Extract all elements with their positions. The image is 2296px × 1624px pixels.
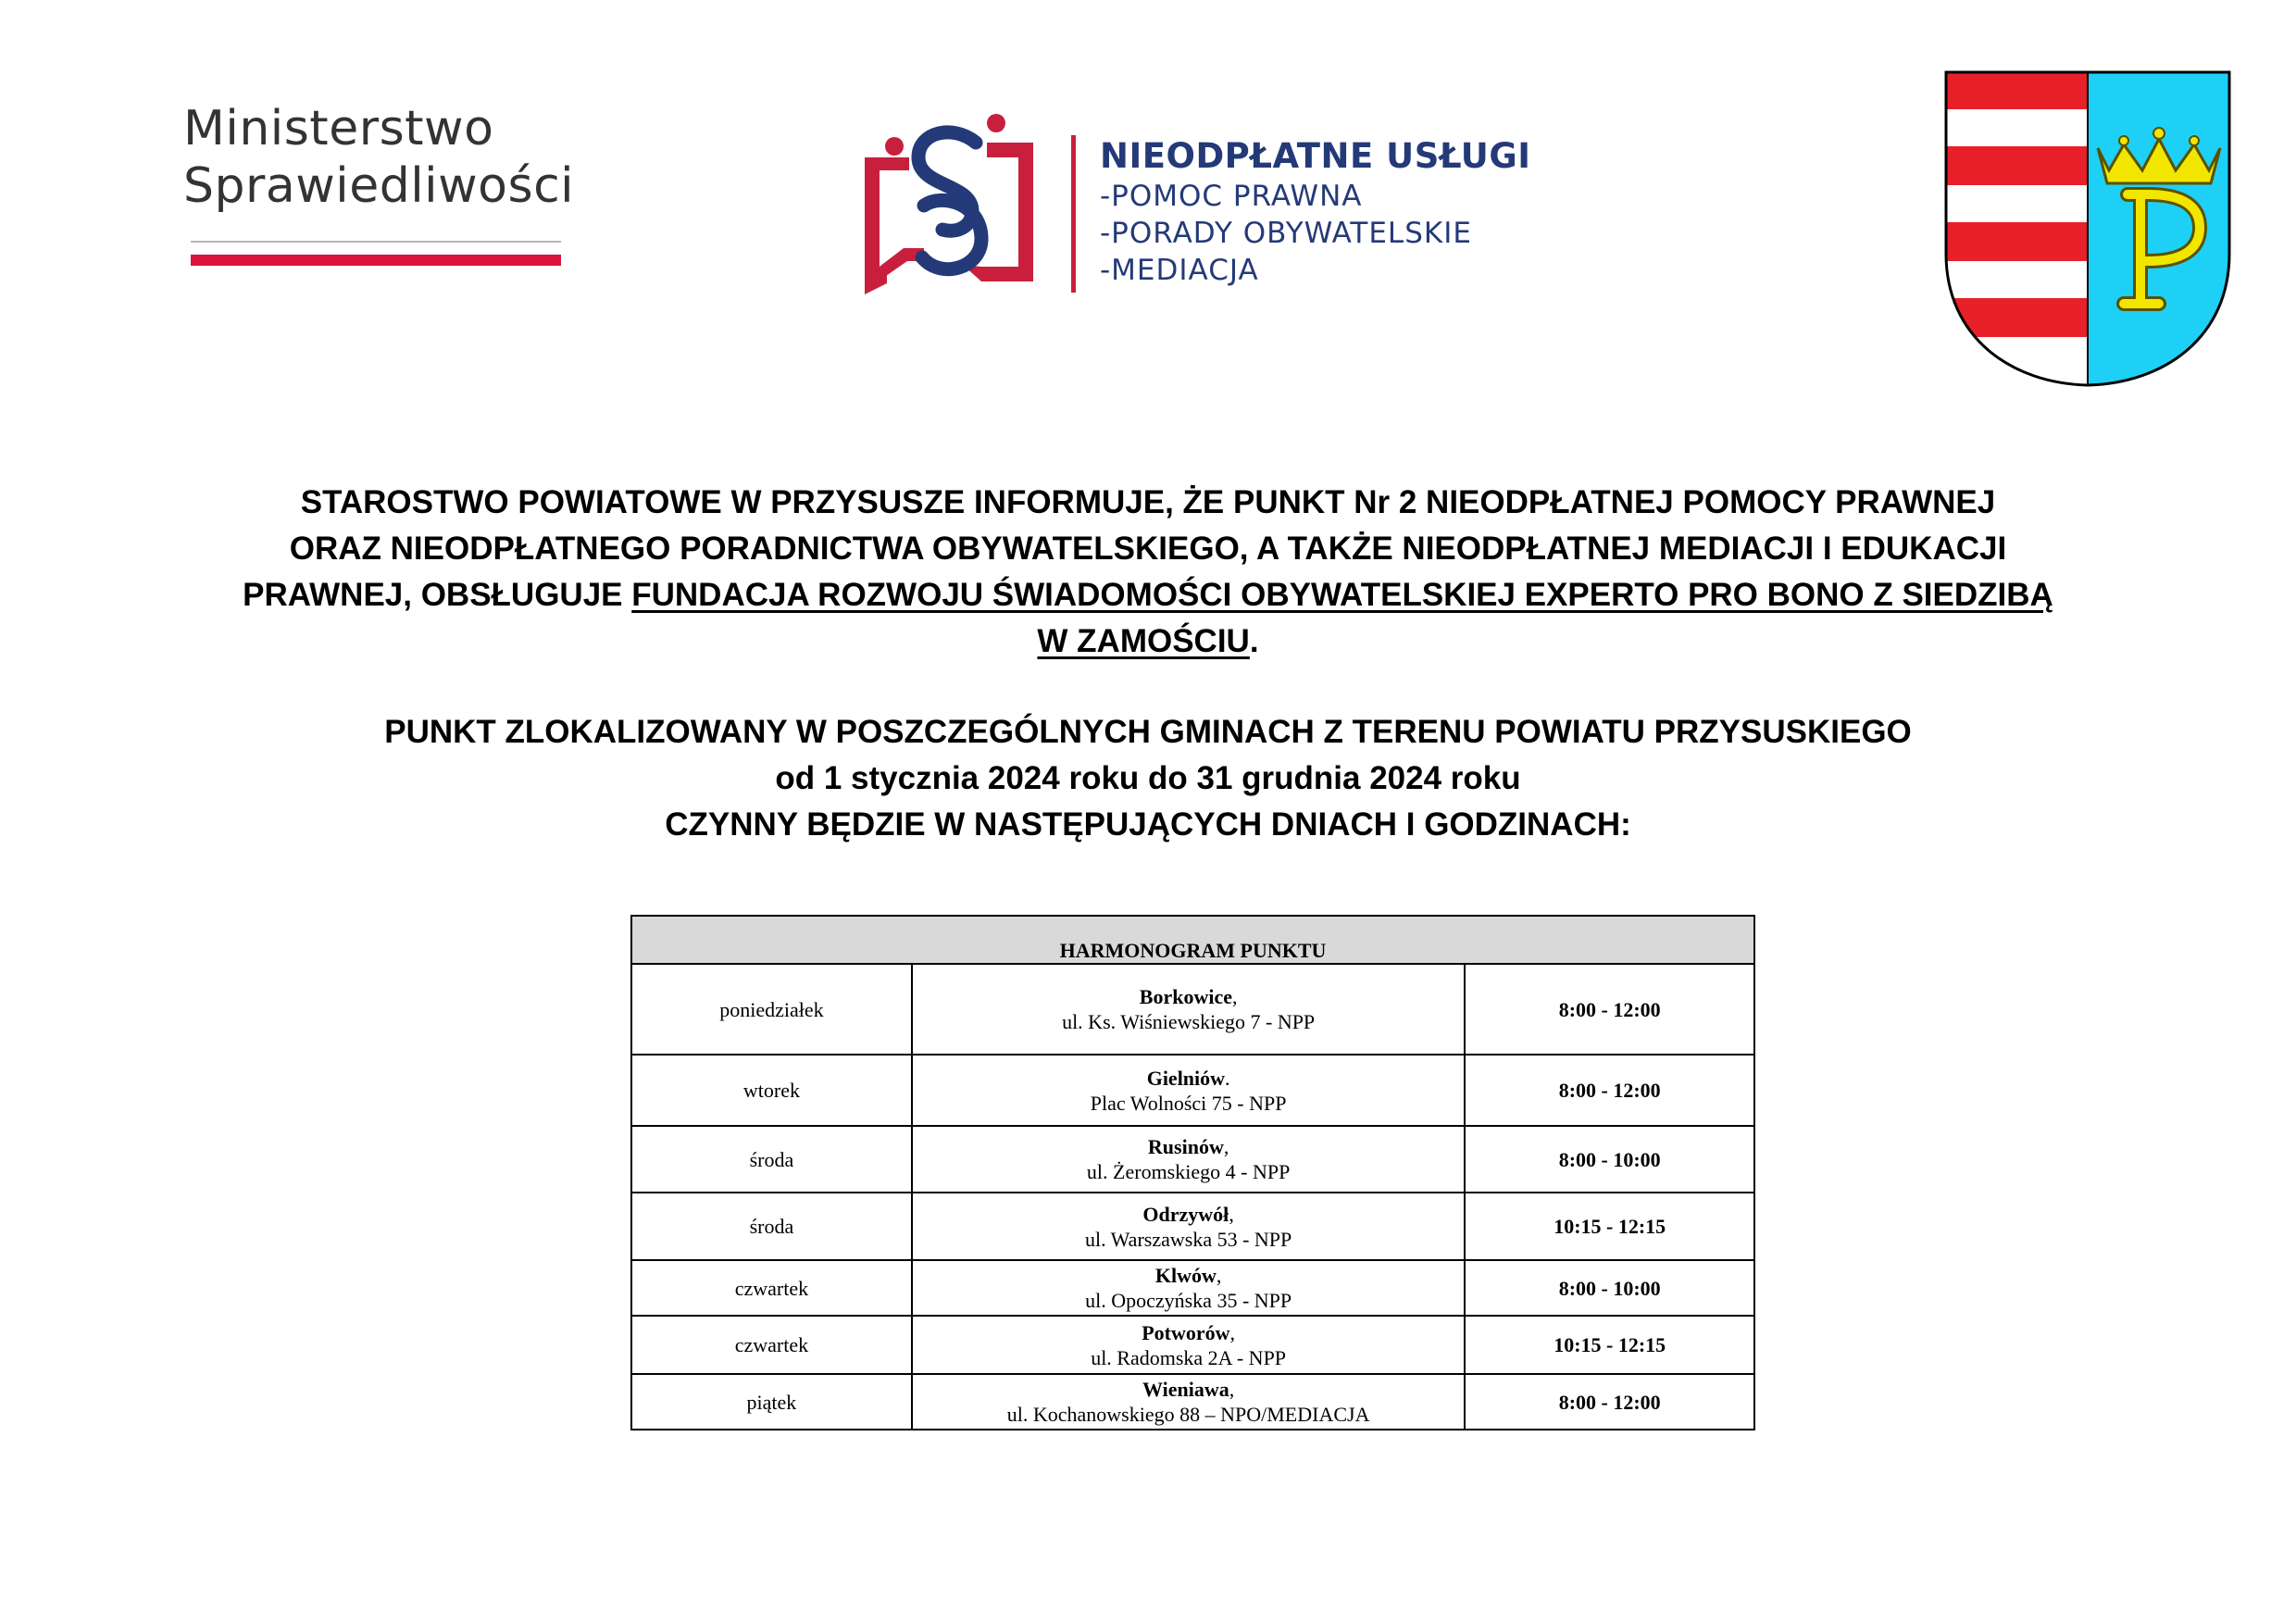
location-punct: , (1216, 1264, 1222, 1287)
location-cell (912, 1374, 1466, 1430)
location-name: Borkowice (1139, 985, 1232, 1008)
location-punct: , (1223, 1135, 1229, 1158)
day-cell: poniedziałek (631, 964, 912, 1055)
location-address: ul. Kochanowskiego 88 – NPO/MEDIACJA (1006, 1403, 1370, 1426)
announcement-text: . (1249, 623, 1259, 659)
location-name: Klwów (1154, 1264, 1217, 1287)
services-logo-item: -PORADY OBYWATELSKIE (1100, 217, 1472, 250)
foundation-name: FUNDACJA ROZWOJU ŚWIADOMOŚCI OBYWATELSKIEJ EXPERTO PRO BONO Z SIEDZIBĄ (631, 577, 2053, 613)
day-cell: czwartek (631, 1316, 912, 1374)
ministry-of-justice-logo (183, 100, 591, 285)
announcement-line (139, 618, 2157, 665)
location-address: ul. Opoczyńska 35 - NPP (1085, 1289, 1292, 1312)
location-punct: . (1225, 1066, 1230, 1090)
day-cell: wtorek (631, 1055, 912, 1126)
table-row (631, 1374, 1754, 1430)
location-address: ul. Ks. Wiśniewskiego 7 - NPP (1062, 1010, 1316, 1033)
location-address: ul. Radomska 2A - NPP (1091, 1345, 1287, 1369)
ministry-logo-line1: Ministerstwo (183, 101, 494, 156)
table-row (631, 1260, 1754, 1316)
operating-period (139, 709, 2157, 848)
location-punct: , (1231, 985, 1238, 1008)
hours-cell: 8:00 - 10:00 (1465, 1260, 1754, 1316)
location-name: Gielniów (1146, 1066, 1226, 1090)
location-cell (912, 1260, 1466, 1316)
day-cell: środa (631, 1126, 912, 1193)
location-address: ul. Warszawska 53 - NPP (1084, 1227, 1292, 1251)
hours-cell: 10:15 - 12:15 (1465, 1316, 1754, 1374)
location-cell (912, 1193, 1466, 1260)
free-legal-services-logo (852, 109, 1555, 313)
coat-of-arms-icon (1942, 69, 2233, 389)
table-row (631, 1193, 1754, 1260)
schedule-title: HARMONOGRAM PUNKTU (631, 916, 1754, 964)
services-logo-item: -MEDIACJA (1100, 254, 1259, 287)
day-cell: piątek (631, 1374, 912, 1430)
location-cell (912, 964, 1466, 1055)
location-name: Wieniawa (1142, 1378, 1229, 1401)
announcement-line: ORAZ NIEODPŁATNEGO PORADNICTWA OBYWATELSKIEGO, A TAKŻE NIEODPŁATNEJ MEDIACJI I EDUKACJI (289, 531, 2007, 567)
schedule-table (630, 915, 1755, 1430)
table-row (631, 1316, 1754, 1374)
location-cell (912, 1316, 1466, 1374)
services-logo-item: -POMOC PRAWNA (1100, 180, 1363, 213)
services-logo-text (1100, 135, 1530, 289)
schedule-header-row (631, 916, 1754, 964)
services-logo-title: NIEODPŁATNE USŁUGI (1100, 136, 1531, 176)
location-address: ul. Żeromskiego 4 - NPP (1086, 1160, 1291, 1183)
period-line: PUNKT ZLOKALIZOWANY W POSZCZEGÓLNYCH GMINACH Z TERENU POWIATU PRZYSUSKIEGO (384, 714, 1912, 750)
hours-cell: 8:00 - 12:00 (1465, 1055, 1754, 1126)
table-row (631, 1126, 1754, 1193)
location-name: Potworów (1142, 1320, 1230, 1344)
location-cell (912, 1055, 1466, 1126)
location-cell (912, 1126, 1466, 1193)
announcement-line (139, 572, 2157, 618)
table-row (631, 1055, 1754, 1126)
table-row (631, 964, 1754, 1055)
hours-cell: 8:00 - 12:00 (1465, 1374, 1754, 1430)
ministry-logo-line2: Sprawiedliwości (183, 158, 575, 214)
location-punct: , (1229, 1378, 1235, 1401)
coat-of-arms-shield (1942, 69, 2233, 389)
location-punct: , (1229, 1320, 1236, 1344)
location-name: Rusinów (1147, 1135, 1224, 1158)
ministry-logo-red-bar (191, 255, 561, 266)
day-cell: środa (631, 1193, 912, 1260)
period-line: od 1 stycznia 2024 roku do 31 grudnia 2024 roku (775, 760, 1521, 796)
location-name: Odrzywół (1142, 1202, 1229, 1226)
hours-cell: 8:00 - 12:00 (1465, 964, 1754, 1055)
foundation-seat: W ZAMOŚCIU (1037, 623, 1250, 659)
paragraph-book-icon (852, 109, 1055, 313)
announcement (139, 480, 2157, 665)
ministry-logo-divider (191, 241, 561, 243)
announcement-line: STAROSTWO POWIATOWE W PRZYSUSZE INFORMUJE, ŻE PUNKT Nr 2 NIEODPŁATNEJ POMOCY PRAWNEJ (300, 484, 1996, 520)
location-address: Plac Wolności 75 - NPP (1090, 1091, 1287, 1115)
hours-cell: 10:15 - 12:15 (1465, 1193, 1754, 1260)
announcement-text: PRAWNEJ, OBSŁUGUJE (243, 577, 632, 613)
services-logo-divider (1071, 135, 1076, 293)
day-cell: czwartek (631, 1260, 912, 1316)
period-line: CZYNNY BĘDZIE W NASTĘPUJĄCYCH DNIACH I GODZINACH: (665, 806, 1631, 843)
hours-cell: 8:00 - 10:00 (1465, 1126, 1754, 1193)
location-punct: , (1229, 1202, 1234, 1226)
